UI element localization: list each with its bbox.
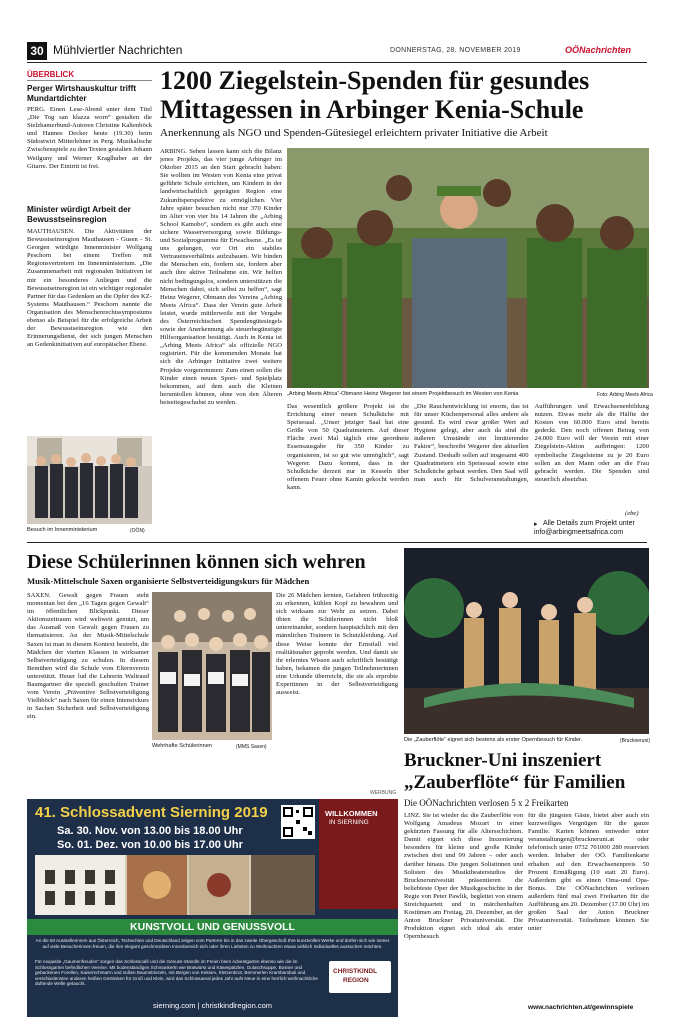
- ad-footer[interactable]: sierning.com | christkindlregion.com: [152, 1001, 273, 1010]
- sidebar-item1-title: Perger Wirtshauskultur trifft Mundartdichter: [27, 84, 137, 103]
- sidebar-item2-title: Minister würdigt Arbeit der Bewusstseinsregion: [27, 205, 131, 224]
- opera-photo-caption: Die „Zauberflöte“ eignet sich bestens als erster Opernbesuch für Kinder.: [404, 737, 583, 743]
- info-line2[interactable]: info@arbingmeetsafrica.com: [534, 529, 624, 536]
- opera-photo-credit: (Bruckneruni): [620, 738, 651, 744]
- school-subhead: Musik-Mittelschule Saxen organisierte Selbstverteidigungskurs für Mädchen: [27, 576, 310, 586]
- info-line1: Alle Details zum Projekt unter: [543, 520, 635, 527]
- sidebar-item1-body: PERG. Einen Lese-Abend unter dem Titel „Die Tog san klazza worn“ gestalten die Stelzhamerbund-Autoren Christine Kaltenböck und Hannes Decker heute (19.30) beim Südostwirt Mitterlehner in Perg. Musikalische Zwischenspiele zu den Texten gestalten Johann Weilguny und Werner Kraglhuber an der Gitarre. Der Eintritt ist frei.: [27, 106, 152, 170]
- school-headline: Diese Schülerinnen können sich wehren: [27, 551, 366, 573]
- school-photo: [152, 592, 272, 740]
- ad-text-2: Für exquisite „Gaumenfreuden“ sorgen das Schlosscafé und die Genuss-Standln im Freien beim Adventgarten ebenso wie die im Schlossgarten befindlichen Vereine. Mit bodenständigen Schmankerln wie Bratwürst und Käsespätzlen, Gulaschsuppe, Bosner und gebackenen Forellen, Kaiserschmarrn und süßen Baumstriezeln, mit Bergen von Keksen, Kletzenbrot, Bemmerlen Krambambuli und verschiedensten anderen heißen Getränken für Groß und Klein, wird das Schlossareal jedes Jahr aufs Neue in eine herrlich weihnachtliche duftende Welle getaucht.: [35, 959, 318, 987]
- issue-date: DONNERSTAG, 28. NOVEMBER 2019: [390, 47, 521, 54]
- kenia-photo-credit: Foto: Arbing Meets Africa: [597, 392, 653, 398]
- welcome-text-2: IN SIERNING: [329, 819, 369, 826]
- sidebar-label-rule: [27, 80, 152, 81]
- school-col2: Die 26 Mädchen lernten, Gefahren frühzeitig zu erkennen, kühlen Kopf zu bewahren und sich wirksam zur Wehr zu setzen. Dabei übten die Schülerinnen nicht bloß untereinander, sondern hauptsächlich mit den männlichen Trainern in Schutzkleidung. Auf diese Weise konnte der Ernstfall viel realitätsnaher geprobt werden. Und damit sie ihr erlerntes Wissen auch schriftlich bestätigt haben, bekamen die jungen Teilnehmerinnen eine Urkunde überreicht, die sie als erprobte Expertinnen in der Selbstverteidigung ausweist.: [276, 592, 398, 697]
- bruckner-subhead: Die OÖNachrichten verlosen 5 x 2 Freikarten: [404, 798, 569, 808]
- badge-line-2: REGION: [343, 977, 369, 984]
- sidebar-item2-body: MAUTHAUSEN. Die Aktivitäten der Bewusstseinsregion Mauthausen - Gusen - St. Georgen würdigte Innenminister Wolfgang Peschorn bei einem Treffen mit Regionsvertretern im Innenministerium. „Die Zusammenarbeit mit regionalen Initiativen ist mir ein besonderes Anliegen und die Bewusstseinsregion ist ein wichtiger regionaler Partner für das Gedenken an die Opfer des KZ-Systems Mauthausen.“ Peschorn nannte die Organisation des Menschenrechtssymposiums ebenso als Beispiel für die erfolgreiche Arbeit der Bewusstseinsregion wie den Erinnerungsdienst, der sich jungen Menschen an Gedenkinitiativen auf europäischer Ebene.: [27, 228, 152, 349]
- ad-label: WERBUNG: [370, 790, 397, 796]
- ad-block: [27, 799, 398, 1017]
- lead-col1: ARBING. Sehen lassen kann sich die Bilanz jenes Projekts, das vier junge Arbinger im Oktober 2015 an den Start gebracht haben: Sie wollten im Westen von Kenia eine privat geführte Schule errichten, um Kindern in der landwirtschaftlich geprägten Region eine Zukunftsperspektive zu ermöglichen. Vier Jahre später besuchen nicht nur 370 Kinder im Alter von vier bis 14 Jahren die „Arbing School Kamobo“, sondern es gibt auch eine sichere Wasserversorgung sowie Bildungs- und Sozialprogramme für Erwachsene. „Es ist uns gelungen, vor Ort ein stabiles Vertrauensverhältnis aufzubauen. Wir binden die Menschen ein, fordern sie, fordern aber auch ihre aktive Teilnahme ein. Wir helfen nicht bedingungslos, sondern unterstützen die Menschen dabei, sich selbst zu helfen“, sagt Heinz Wegerer, Obmann des Vereins „Arbing Meets Africa“. Dass der Verein gute Arbeit leistet, wurde mittlerweile mit der Vergabe des Österreichischen Spendengütesiegels sowie der Anerkennung als steuerbegünstigte Hilfsorganisation bestätigt. Auch in Kenia ist „Arbing Meets Africa“ als offizielle NGO registriert. Für die kommenden Monate hat sich die Arbinger Initiative zwei weitere Projekte vorgenommen: Zum einen sollen die Kinder einen neuen Sport- und Spielplatz bekommen, auf dem auch die Kleinen herumtollen können, ohne von den Älteren beiseitegeschubst zu werden.: [160, 148, 282, 406]
- ministry-photo-credit: (OÖN): [130, 528, 145, 534]
- bruckner-headline-1: Bruckner-Uni inszeniert: [404, 750, 602, 771]
- header-rule: [27, 62, 647, 63]
- bruckner-col2: für die jüngsten Gäste, bietet aber auch ein kurzweiliges Vergnügen für die ganze Familie. Karten können entweder unter veranstaltungen@bruckneruni.at oder telefonisch unter 0732 701000 280 reserviert werden. Inhaber der OÖ. Familienkarte erhalten auf den Erwachsenenpreis 50 Prozent Ermäßigung (10 statt 20 Euro). Außerdem gibt es einen Oma-und Opa-Bonus. Die OÖNachrichten verlosen außerdem fünf mal zwei Freikarten für die Aufführung am 20. Dezember (17.00 Uhr) im großen Saal der Anton Bruckner Privatuniversität. Teilnehmen können Sie unter: [528, 812, 649, 933]
- school-col1: SAXEN. Gewalt gegen Frauen steht momentan bei den „16 Tagen gegen Gewalt“ im öffentlichen Blickpunkt. Dieser Aktionszeitraum wird weltweit genutzt, um das Ausmaß von Gewalt gegen Frauen zu thematisieren. An der Musik-Mittelschule Saxen ist man in diesem Kontext bestrebt, die Mädchen der vierten Klassen in wirksamer Selbstverteidigung zu schulen. In diesem Bemühen wird die Schule vom Elternverein unterstützt. Heuer lud die Lehrerin Waltraud Baumgartner die speziell geschulten Trainer vom Verein „Präventive Selbstverteidigung Vielhböck“ nach Saxen für einen Intensivkurs in Sachen Sicherheit und Selbstverteidigung ein.: [27, 592, 149, 721]
- lead-col3: „Die Rauchentwicklung ist enorm, das ist für unser Küchenpersonal alles andere als gesund. Es wird zwar großer Wert auf Hygiene gelegt, aber auch da sind die äußeren Umstände ein limitierender Faktor“, beschreibt Wegerer den aktuellen Zustand. Deshalb sollen auf insgesamt 400 Quadratmetern ein Speisesaal sowie eine Schulküche gebaut werden. Den Saal will man auch für Schulveranstaltungen, Aufführungen und Erwachsenenbildung nutzen. Etwas mehr als die Hälfte der Kosten von 60.000 Euro sind bereits gedeckt. Den noch offenen Betrag von 24.000 Euro will der Verein mit einer Ziegelstein-Aktion aufbringen: 1200 symbolische Ziegelsteine zu je 20 Euro sollen an den Mann oder an die Frau gebracht werden. Die Spenden sind steuerlich absetzbar.: [414, 403, 649, 483]
- lead-col2: Das wesentlich größere Projekt ist die Errichtung einer neuen Schulküche mit Speisesaal. „Unser jetziger Saal hat eine Größe von 50 Quadratmetern. Auf dieser Fläche zwei Mal täglich eine geordnete Essensausgabe für 350 Kinder zu organisieren, ist so gut wie unmöglich“, sagt Wegerer. Dazu kommt, dass in der Schulküche derzeit nur in Kesseln über offenem Feuer ohne Kamin gekocht werden kann.: [287, 403, 409, 491]
- welcome-panel: [319, 799, 398, 909]
- ministry-photo: [27, 436, 152, 524]
- sidebar-label: ÜBERBLICK: [27, 70, 75, 79]
- kenia-photo-caption: „Arbing Meets Africa“-Obmann Heinz Wegerer bei einem Projektbesuch im Westen von Kenia: [287, 391, 519, 397]
- section-divider: [27, 542, 647, 543]
- ad-text-1: An die 50 Ausstellerinnen aus Österreich, Tschechien und Deutschland zeigen vom Parterre bis in das zweite Obergeschoß Ihre kunstvollen Werke und dürfen sich wie immer auf viele Besucherinnen freuen, die ihre elegant geschmückten Innenbereich sich oder ihren Liebsten zu Weihnachten etwas wirklich Individuelles aussuchen möchten.: [35, 938, 390, 949]
- christkindl-badge: [329, 961, 391, 993]
- lead-headline: 1200 Ziegelstein-Spenden für gesundes Mittagessen in Arbinger Kenia-Schule: [160, 66, 590, 124]
- bruckner-col1: LINZ. Sie ist wieder da: die Zauberflöte von Wolfgang Amadeus Mozart in einer gekürzten Fassung für alle Altersschichten. Damit eignet sich diese Inszenierung besonders für kleine und große Kinder zwischen drei und 99 Jahren – oder auch darüber hinaus. Die jungen Solistinnen und Solisten des Musiktheaterstudios der Brucknerunivesität präsentieren die beliebteste Oper der Musikgeschichte in der Regie von Peter Pawlik, begleitet von einem Streichquartett und in märchenhaften Kostümen am Freitag, 20. Dezember, an der Anton Bruckner Privatuniversität. Die Produktion eignet sich ideal als erster Opernbesuch: [404, 812, 523, 941]
- school-photo-credit: (MMS Saxen): [236, 744, 267, 750]
- ad-date-2: So. 01. Dez. von 10.00 bis 17.00 Uhr: [57, 839, 243, 851]
- qr-code[interactable]: [281, 805, 315, 839]
- bruckner-headline-2: „Zauberflöte“ für Familien: [404, 772, 626, 793]
- ad-banner: KUNSTVOLL UND GENUSSVOLL: [27, 919, 398, 935]
- welcome-text-1: WILLKOMMEN: [325, 809, 378, 818]
- page-number: 30: [27, 42, 47, 60]
- lead-subhead: Anerkennung als NGO und Spenden-Gütesiegel erleichtern privater Initiative die Arbeit: [160, 127, 548, 139]
- lead-author: (ebe): [625, 510, 639, 517]
- brand-logo: OÖNachrichten: [565, 45, 632, 55]
- ad-photos: [35, 855, 315, 915]
- ministry-photo-caption: Besuch im Innenministerium: [27, 527, 98, 533]
- section-title: Mühlviertler Nachrichten: [53, 43, 183, 57]
- school-photo-caption: Wehrhafte Schülerinnen: [152, 743, 212, 749]
- info-icon: ▸: [534, 521, 538, 528]
- ad-title: 41. Schlossadvent Sierning 2019: [35, 804, 268, 821]
- opera-photo: [404, 548, 649, 734]
- ad-date-1: Sa. 30. Nov. von 13.00 bis 18.00 Uhr: [57, 825, 243, 837]
- kenia-photo: [287, 148, 649, 388]
- gewinnspiel-link[interactable]: www.nachrichten.at/gewinnspiele: [528, 1004, 634, 1011]
- badge-line-1: CHRISTKINDL: [333, 968, 378, 975]
